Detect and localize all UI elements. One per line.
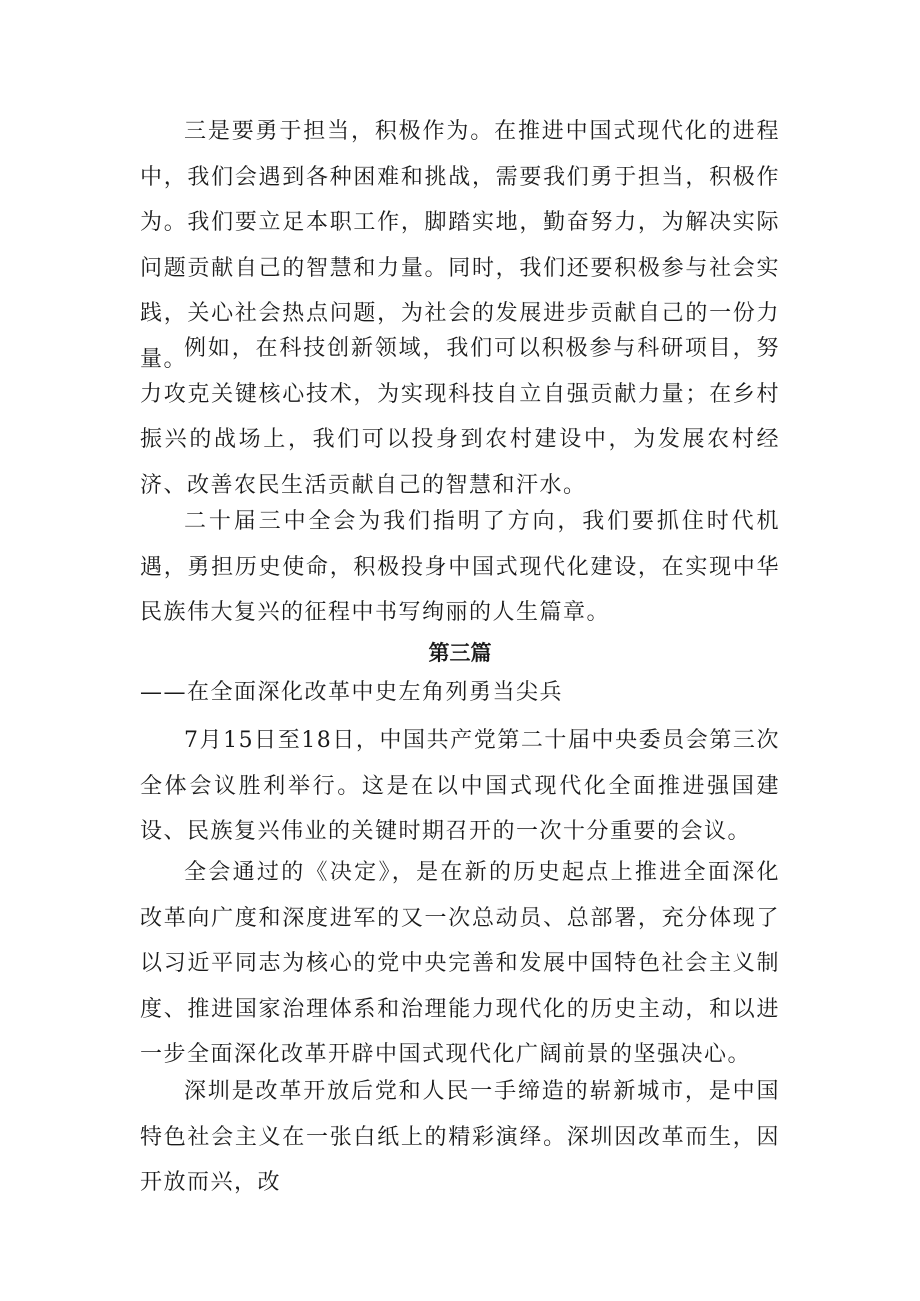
paragraph-decision: 全会通过的《决定》，是在新的历史起点上推进全面深化改革向广度和深度进军的又一次总动员、总部署，充分体现了以习近平同志为核心的党中央完善和发展中国特色社会主义制度、推进国家治理体系和治理能力现代化的历史主动，和以进一步全面深化改革开辟中国式现代化广阔前景的坚强决心。 [140,860,780,1067]
paragraph-take-responsibility: 三是要勇于担当，积极作为。在推进中国式现代化的进程中，我们会遇到各种困难和挑战，需要我们勇于担当，积极作为。我们要立足本职工作，脚踏实地，勤奋努力，为解决实际问题贡献自己的智慧和力量。同时，我们还要积极参与社会实践，关心社会热点问题，为社会的发展进步贡献自己的一份力量。 [140,119,780,372]
paragraph-example: 例如，在科技创新领域，我们可以积极参与科研项目，努力攻克关键核心技术，为实现科技自立自强贡献力量；在乡村振兴的战场上，我们可以投身到农村建设中，为发展农村经济、改善农民生活贡献自己的智慧和汗水。 [140,336,780,498]
paragraph-plenary-direction: 二十届三中全会为我们指明了方向，我们要抓住时代机遇，勇担历史使命，积极投身中国式现代化建设，在实现中华民族伟大复兴的征程中书写绚丽的人生篇章。 [140,509,780,625]
paragraph-plenary-session: 7月15日至18日，中国共产党第二十届中央委员会第三次全体会议胜利举行。这是在以中国式现代化全面推进强国建设、民族复兴伟业的关键时期召开的一次十分重要的会议。 [140,728,780,844]
section-title: 第三篇 [428,641,492,665]
section-subtitle: ——在全面深化改革中史左角列勇当尖兵 [140,680,564,705]
paragraph-shenzhen: 深圳是改革开放后党和人民一手缔造的崭新城市，是中国特色社会主义在一张白纸上的精彩演绎。深圳因改革而生，因开放而兴，改 [140,1079,780,1195]
